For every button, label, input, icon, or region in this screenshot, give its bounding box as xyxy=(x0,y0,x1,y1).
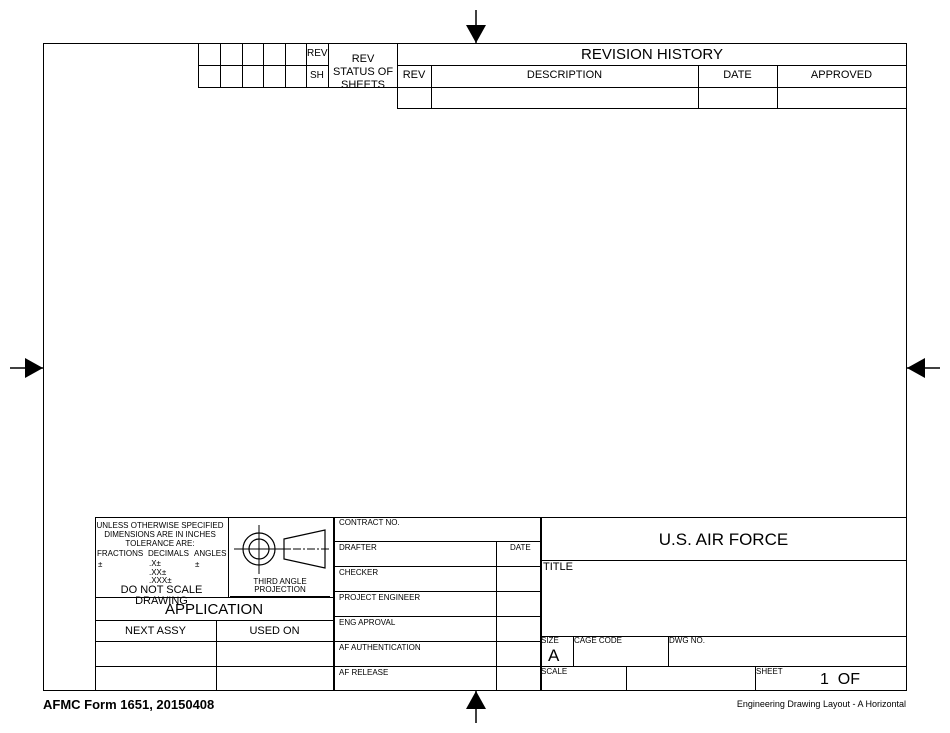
dwg-no-label: DWG NO. xyxy=(669,636,705,645)
rev-label: REV xyxy=(307,48,328,59)
rev-status-label: REV STATUS OF SHEETS xyxy=(332,53,394,91)
date-label: DATE xyxy=(510,543,531,552)
af-authentication-label: AF AUTHENTICATION xyxy=(339,643,421,652)
col-rev: REV xyxy=(402,69,426,81)
form-number: AFMC Form 1651, 20150408 xyxy=(43,697,215,712)
col-approved: APPROVED xyxy=(810,69,873,81)
eng-approval-label: ENG APROVAL xyxy=(339,618,396,627)
decimal-xx: .XX± xyxy=(149,568,167,577)
third-angle-projection-icon xyxy=(229,520,333,578)
sheet-label: SHEET xyxy=(756,667,783,676)
project-engineer-label: PROJECT ENGINEER xyxy=(339,593,421,602)
size-value: A xyxy=(548,646,560,665)
sheet-value: 1 OF xyxy=(820,671,861,688)
size-label: SIZE xyxy=(541,636,559,645)
organization-name: U.S. AIR FORCE xyxy=(658,530,789,549)
col-date: DATE xyxy=(723,69,752,81)
decimals-label: DECIMALS xyxy=(148,549,189,558)
drafter-label: DRAFTER xyxy=(339,543,377,552)
next-assy-label: NEXT ASSY xyxy=(125,625,186,637)
scale-label: SCALE xyxy=(541,667,568,676)
cage-code-label: CAGE CODE xyxy=(574,636,623,645)
decimal-x: .X± xyxy=(149,559,161,568)
center-mark-right-icon xyxy=(906,358,940,378)
used-on-label: USED ON xyxy=(249,625,300,637)
layout-name: Engineering Drawing Layout - A Horizontal xyxy=(736,699,906,709)
decimal-xxx: .XXX± xyxy=(149,576,172,585)
tolerance-line2: DIMENSIONS ARE IN INCHES xyxy=(104,530,216,539)
center-mark-top-icon xyxy=(466,10,486,44)
col-description: DESCRIPTION xyxy=(526,69,603,81)
tolerance-line3: TOLERANCE ARE: xyxy=(125,539,195,548)
angles-label: ANGLES xyxy=(194,549,227,558)
center-mark-bottom-icon xyxy=(466,690,486,723)
center-mark-left-icon xyxy=(10,358,44,378)
revision-history-title: REVISION HISTORY xyxy=(581,46,723,63)
sh-label: SH xyxy=(310,70,324,81)
fractions-label: FRACTIONS xyxy=(97,549,144,558)
projection-label: THIRD ANGLE PROJECTION xyxy=(230,578,330,597)
fractions-pm: ± xyxy=(98,560,103,569)
af-release-label: AF RELEASE xyxy=(339,668,389,677)
angles-pm: ± xyxy=(195,560,200,569)
title-label: TITLE xyxy=(543,561,573,573)
checker-label: CHECKER xyxy=(339,568,379,577)
do-not-scale: DO NOT SCALE DRAWING xyxy=(120,584,203,607)
application-title: APPLICATION xyxy=(164,601,264,618)
contract-no-label: CONTRACT NO. xyxy=(339,518,400,527)
tolerance-line1: UNLESS OTHERWISE SPECIFIED xyxy=(96,521,224,530)
